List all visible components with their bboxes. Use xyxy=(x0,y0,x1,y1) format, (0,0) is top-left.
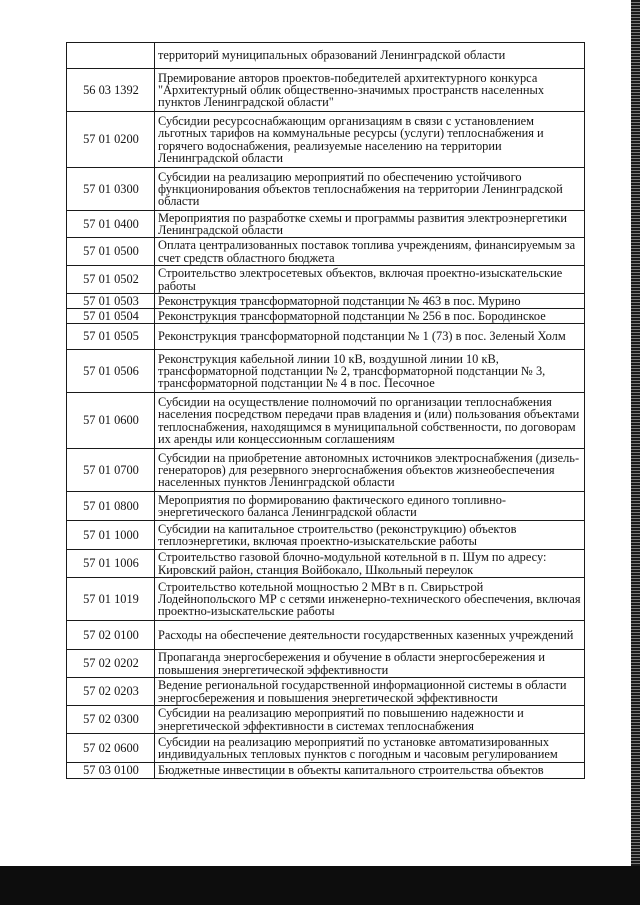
table-row xyxy=(67,734,585,763)
row-code: 57 01 0503 xyxy=(67,294,155,309)
row-name: Бюджетные инвестиции в объекты капитального строительства объектов xyxy=(155,763,585,779)
row-code: 57 01 1019 xyxy=(67,578,155,621)
row-name: Субсидии ресурсоснабжающим организациям в связи с установлением льготных тарифов на коммунальные ресурсы (услуги) теплоснабжения и горячего водоснабжения, реализуемые населению на территории Ленинградской области xyxy=(155,112,585,168)
table-row xyxy=(67,393,585,449)
row-code: 57 01 0800 xyxy=(67,492,155,521)
row-code: 57 01 0300 xyxy=(67,168,155,211)
row-code: 57 01 0505 xyxy=(67,324,155,350)
table-row xyxy=(67,678,585,706)
table-row xyxy=(67,238,585,266)
row-code: 57 01 0504 xyxy=(67,309,155,324)
table-row xyxy=(67,168,585,211)
row-name: Мероприятия по формированию фактического единого топливно-энергетического баланса Ленинградской области xyxy=(155,492,585,521)
row-code: 57 01 0600 xyxy=(67,393,155,449)
row-name: Реконструкция трансформаторной подстанции № 463 в пос. Мурино xyxy=(155,294,585,309)
row-name: Субсидии на реализацию мероприятий по установке автоматизированных индивидуальных тепловых пунктов с погодным и часовым регулированием xyxy=(155,734,585,763)
row-name: Строительство котельной мощностью 2 МВт в п. Свирьстрой Лодейнопольского МР с сетями инженерно-технического обеспечения, включая проектно-изыскательские работы xyxy=(155,578,585,621)
row-name: Субсидии на осуществление полномочий по организации теплоснабжения населения посредством передачи прав владения и (или) пользования объектами теплоснабжения, находящимся в муниципальной собственности, по договорам их аренды или концессионным соглашениям xyxy=(155,393,585,449)
table-body xyxy=(67,43,585,779)
table-row xyxy=(67,69,585,112)
table-row xyxy=(67,621,585,650)
row-name: Субсидии на реализацию мероприятий по обеспечению устойчивого функционирования объектов теплоснабжения на территории Ленинградской области xyxy=(155,168,585,211)
row-name: территорий муниципальных образований Ленинградской области xyxy=(155,43,585,69)
table-row xyxy=(67,350,585,393)
table-row xyxy=(67,211,585,238)
row-name: Реконструкция трансформаторной подстанции № 256 в пос. Бородинское xyxy=(155,309,585,324)
table-row xyxy=(67,706,585,734)
row-code: 57 01 1000 xyxy=(67,521,155,550)
table-row xyxy=(67,578,585,621)
row-name: Субсидии на приобретение автономных источников электроснабжения (дизель-генераторов) для резервного энергоснабжения объектов жизнеобеспечения населенных пунктов Ленинградской области xyxy=(155,449,585,492)
row-name: Реконструкция трансформаторной подстанции № 1 (73) в пос. Зеленый Холм xyxy=(155,324,585,350)
row-name: Строительство электросетевых объектов, включая проектно-изыскательские работы xyxy=(155,266,585,294)
row-code: 57 01 1006 xyxy=(67,550,155,578)
scan-edge-bottom xyxy=(0,866,640,905)
row-name: Оплата централизованных поставок топлива учреждениям, финансируемым за счет средств областного бюджета xyxy=(155,238,585,266)
row-name: Расходы на обеспечение деятельности государственных казенных учреждений xyxy=(155,621,585,650)
row-code: 57 01 0400 xyxy=(67,211,155,238)
row-name: Ведение региональной государственной информационной системы в области энергосбережения и повышения энергетической эффективности xyxy=(155,678,585,706)
row-code xyxy=(67,43,155,69)
table-row xyxy=(67,763,585,779)
table-row xyxy=(67,492,585,521)
table-row xyxy=(67,449,585,492)
table-row xyxy=(67,43,585,69)
row-code: 57 02 0300 xyxy=(67,706,155,734)
row-name: Пропаганда энергосбережения и обучение в области энергосбережения и повышения энергетической эффективности xyxy=(155,650,585,678)
budget-classification-table xyxy=(66,42,585,779)
row-code: 57 02 0100 xyxy=(67,621,155,650)
table-row xyxy=(67,266,585,294)
row-code: 56 03 1392 xyxy=(67,69,155,112)
row-code: 57 02 0600 xyxy=(67,734,155,763)
scan-edge-right xyxy=(631,0,640,905)
table-row xyxy=(67,112,585,168)
table-row xyxy=(67,550,585,578)
row-code: 57 01 0500 xyxy=(67,238,155,266)
table-row xyxy=(67,294,585,309)
row-code: 57 01 0506 xyxy=(67,350,155,393)
row-code: 57 02 0203 xyxy=(67,678,155,706)
table-row xyxy=(67,650,585,678)
row-name: Мероприятия по разработке схемы и программы развития электроэнергетики Ленинградской области xyxy=(155,211,585,238)
row-name: Строительство газовой блочно-модульной котельной в п. Шум по адресу: Кировский район, станция Войбокало, Школьный переулок xyxy=(155,550,585,578)
row-code: 57 03 0100 xyxy=(67,763,155,779)
row-code: 57 01 0700 xyxy=(67,449,155,492)
row-name: Премирование авторов проектов-победителей архитектурного конкурса "Архитектурный облик общественно-значимых пространств населенных пунктов Ленинградской области" xyxy=(155,69,585,112)
row-code: 57 01 0502 xyxy=(67,266,155,294)
table-row xyxy=(67,521,585,550)
row-name: Субсидии на капитальное строительство (реконструкцию) объектов теплоэнергетики, включая проектно-изыскательские работы xyxy=(155,521,585,550)
row-name: Реконструкция кабельной линии 10 кВ, воздушной линии 10 кВ, трансформаторной подстанции № 2, трансформаторной подстанции № 3, трансформаторной подстанции № 4 в пос. Песочное xyxy=(155,350,585,393)
table-row xyxy=(67,324,585,350)
table-row xyxy=(67,309,585,324)
row-code: 57 01 0200 xyxy=(67,112,155,168)
row-code: 57 02 0202 xyxy=(67,650,155,678)
row-name: Субсидии на реализацию мероприятий по повышению надежности и энергетической эффективности в системах теплоснабжения xyxy=(155,706,585,734)
